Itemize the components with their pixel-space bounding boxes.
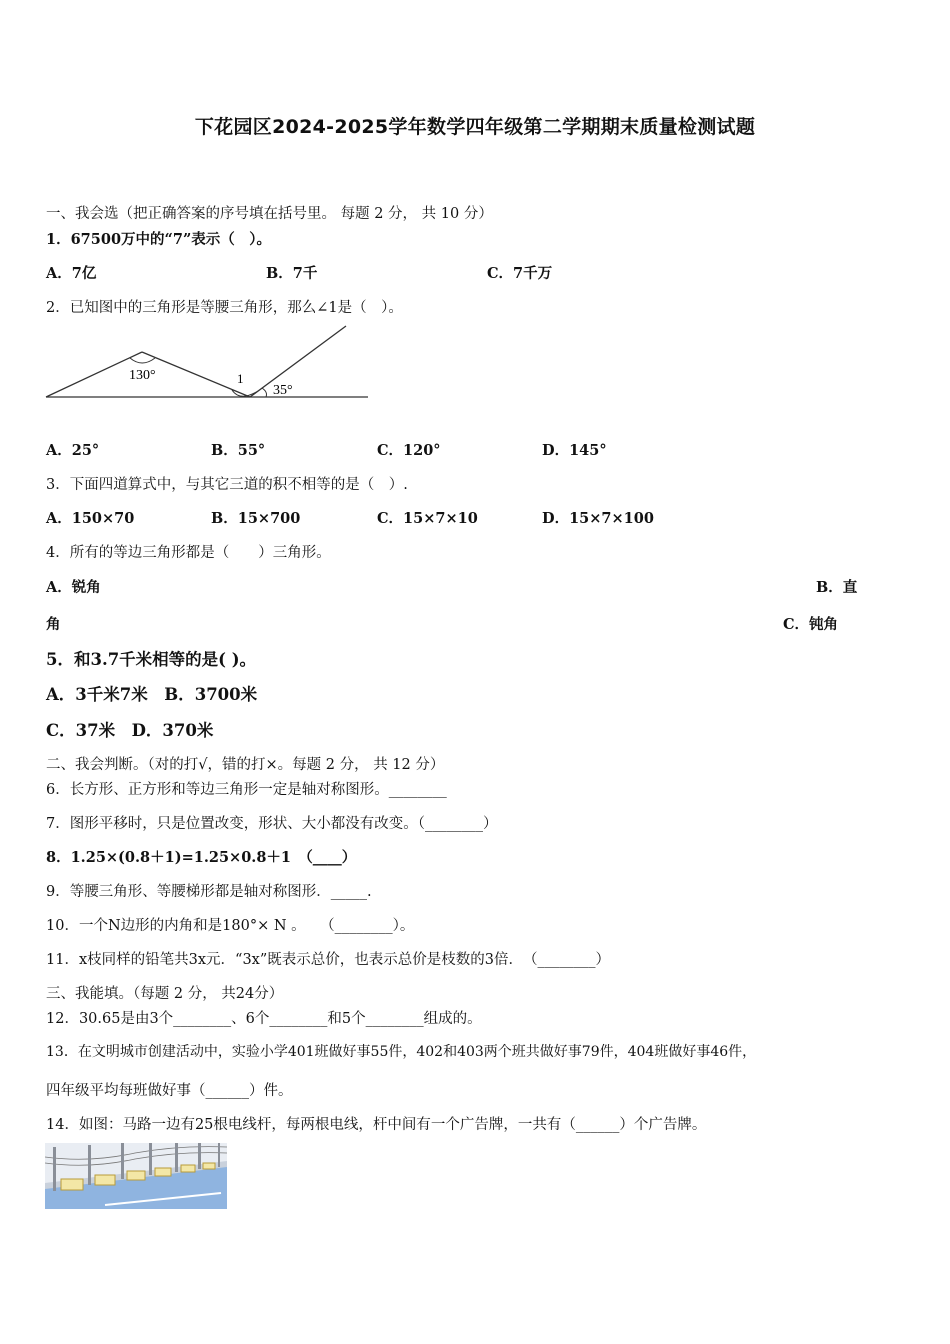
q1-option-a: A．7亿 [46, 265, 97, 282]
power-pole [149, 1143, 152, 1175]
section-2-heading: 二、我会判断。（对的打√，错的打×。每题 2 分， 共 12 分） [46, 757, 445, 773]
angle-130-arc [130, 358, 155, 363]
angle-130-label: 130° [129, 368, 156, 383]
billboard [181, 1165, 195, 1172]
power-pole [121, 1143, 124, 1179]
q1-option-c: C．7千万 [487, 265, 553, 282]
triangle-right-side [142, 352, 250, 397]
power-pole [218, 1143, 220, 1167]
q3-option-d: D．15×7×100 [542, 510, 654, 527]
question-3: 3．下面四道算式中，与其它三道的积不相等的是（ ）. [46, 477, 408, 493]
question-10: 10．一个N边形的内角和是180°× N 。 （________）。 [46, 918, 415, 934]
q3-option-a: A．150×70 [46, 510, 135, 527]
question-2: 2．已知图中的三角形是等腰三角形，那么∠1是（ ）。 [46, 300, 403, 316]
q2-option-c: C．120° [377, 442, 441, 459]
question-5: 5．和3.7千米相等的是( )。 [46, 650, 257, 669]
q4-option-b-part1: B．直 [816, 579, 858, 596]
q4-option-b-part2: 角 [46, 616, 61, 633]
section-1-heading: 一、我会选（把正确答案的序号填在括号里。 每题 2 分， 共 10 分） [46, 206, 493, 222]
billboard [61, 1179, 83, 1190]
q2-option-d: D．145° [542, 442, 607, 459]
billboard [203, 1163, 215, 1169]
question-4: 4．所有的等边三角形都是（ ）三角形。 [46, 545, 331, 561]
road-billboard-illustration [45, 1143, 231, 1209]
q4-option-c: C．钝角 [783, 616, 839, 633]
power-pole [175, 1143, 178, 1172]
power-pole [88, 1145, 91, 1185]
question-14: 14．如图：马路一边有25根电线杆，每两根电线，杆中间有一个广告牌，一共有（______）个广告牌。 [46, 1117, 707, 1133]
q2-option-a: A．25° [46, 442, 100, 459]
billboard [95, 1175, 115, 1185]
q3-option-b: B．15×700 [211, 510, 301, 527]
angle-35-label: 35° [273, 383, 293, 398]
question-9: 9．等腰三角形、等腰梯形都是轴对称图形．_____. [46, 884, 372, 900]
question-1: 1．67500万中的“7”表示（ ）。 [46, 231, 272, 248]
question-11: 11．x枝同样的铅笔共3x元．“3x”既表示总价，也表示总价是枝数的3倍． （________） [46, 952, 610, 968]
billboard [127, 1171, 145, 1180]
angle-1-label: 1 [237, 371, 244, 386]
question-12: 12．30.65是由3个________、6个________和5个________组成的。 [46, 1011, 482, 1027]
q5-options-cd: C．37米 D．370米 [46, 721, 214, 740]
q1-option-b: B．7千 [266, 265, 318, 282]
page-title: 下花园区2024-2025学年数学四年级第二学期期末质量检测试题 [194, 116, 756, 138]
power-pole [198, 1143, 201, 1169]
extended-ray [250, 326, 346, 397]
question-8: 8．1.25×(0.8＋1)=1.25×0.8＋1 （____） [46, 849, 357, 866]
billboard [155, 1168, 171, 1176]
triangle-angle-figure [44, 322, 374, 404]
q3-option-c: C．15×7×10 [377, 510, 478, 527]
power-pole [53, 1147, 56, 1191]
question-13-line-1: 13．在文明城市创建活动中，实验小学401班做好事55件，402和403两个班共做好事79件，404班做好事46件， [46, 1044, 757, 1060]
q2-option-b: B．55° [211, 442, 266, 459]
angle-35-arc [262, 388, 267, 397]
question-7: 7．图形平移时，只是位置改变，形状、大小都没有改变。（________） [46, 816, 498, 832]
q4-option-a: A．锐角 [46, 579, 101, 596]
question-13-line-2: 四年级平均每班做好事（______）件。 [46, 1083, 293, 1099]
triangle-left-side [46, 352, 142, 397]
q5-options-ab: A．3千米7米 B．3700米 [46, 685, 258, 704]
section-3-heading: 三、我能填。（每题 2 分， 共24分） [46, 986, 284, 1002]
question-6: 6．长方形、正方形和等边三角形一定是轴对称图形。________ [46, 782, 447, 798]
